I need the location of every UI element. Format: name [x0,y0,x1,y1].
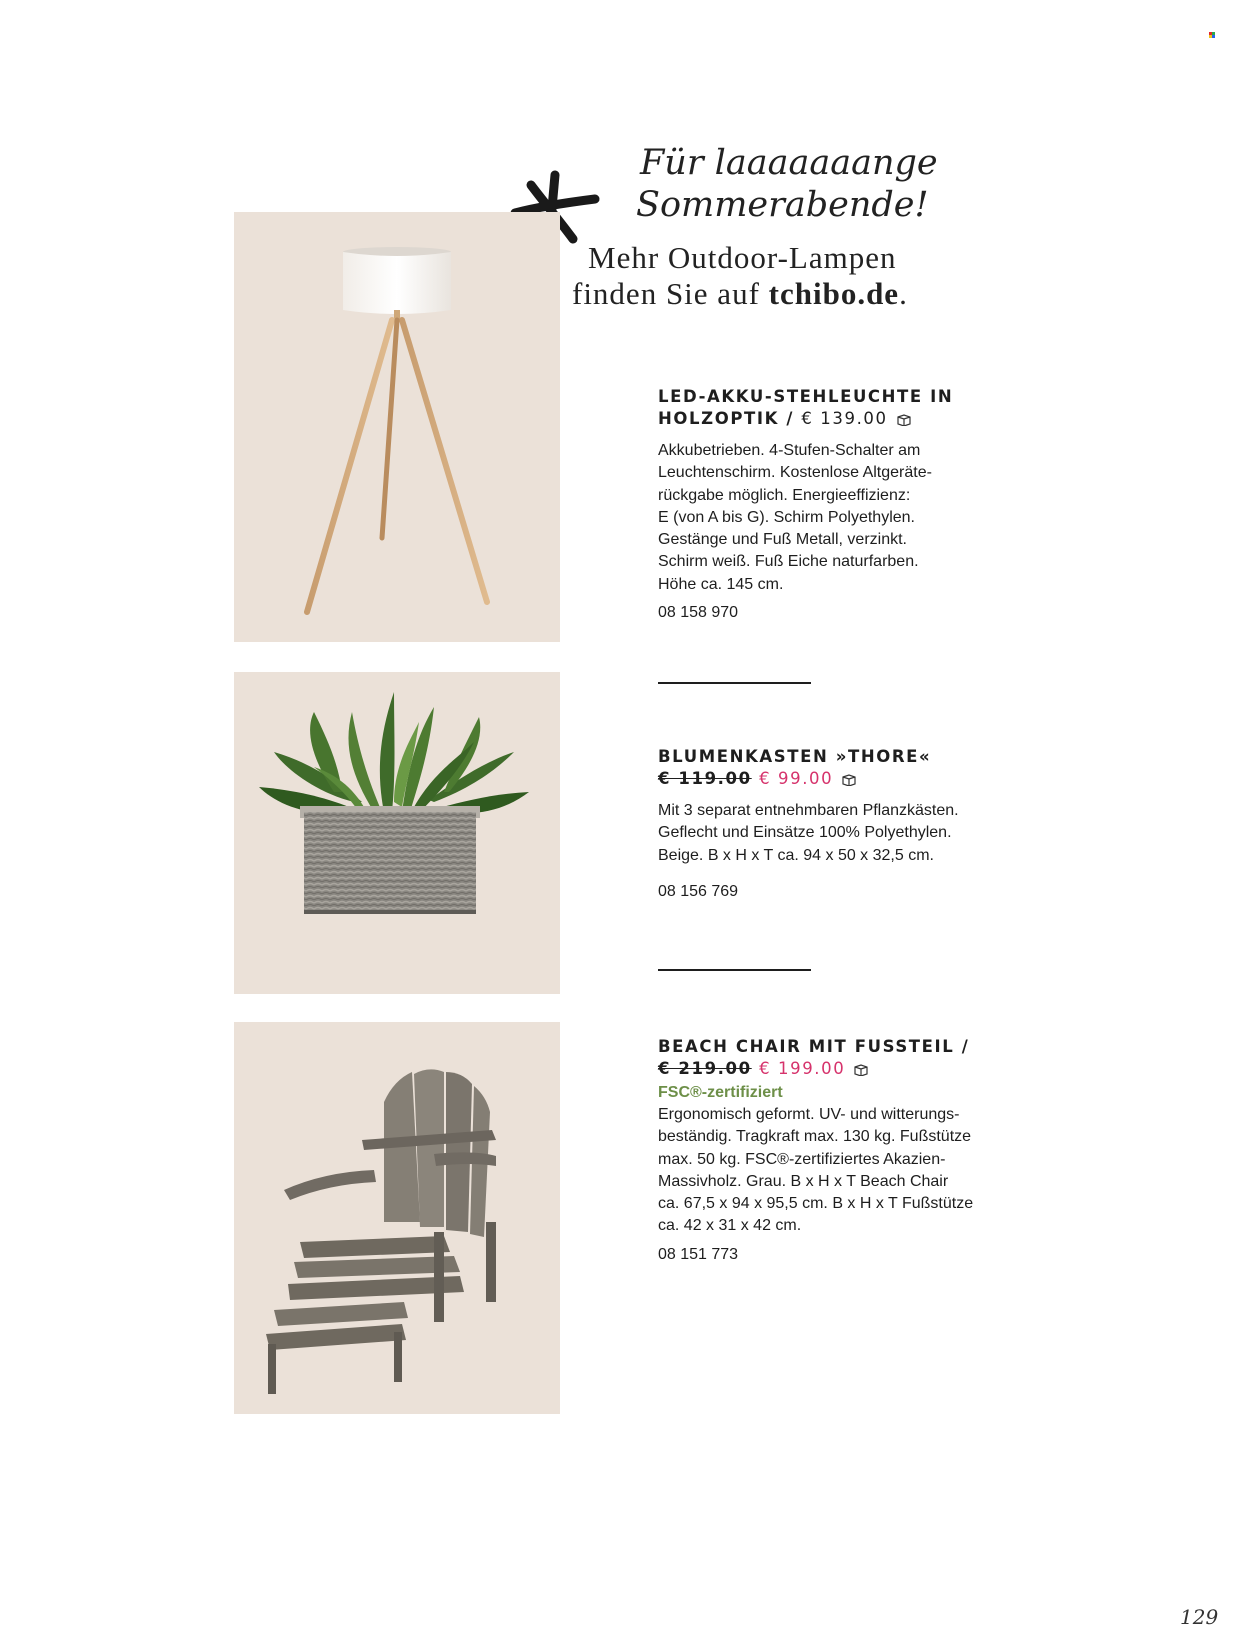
product-title [658,1036,998,1080]
article-number: 08 158 970 [658,604,739,622]
product-photo-floor-lamp [234,212,560,642]
package-icon [896,414,912,426]
package-icon [853,1064,869,1076]
promo-line-2-prefix: finden Sie auf [572,276,769,311]
headline-line-2: Sommerabende! [636,185,929,225]
product-beach-chair [658,1036,998,1264]
description-line: Mit 3 separat entnehmbaren Pflanzkästen. [658,802,959,819]
product-title-line-1: LED-AKKU-STEHLEUCHTE IN [658,387,954,406]
description-line: Geflecht und Einsätze 100% Polyethylen. [658,824,952,842]
product-price-line [658,768,998,790]
product-description [658,800,998,867]
planter-image [234,672,560,994]
product-floor-lamp [658,386,998,622]
description-line: ca. 42 x 31 x 42 cm. [658,1217,802,1235]
description-line: Massivholz. Grau. B x H x T Beach Chair [658,1172,949,1190]
description-line: max. 50 kg. FSC®-zertifiziertes Akazien- [658,1150,946,1168]
description-line: Höhe ca. 145 cm. [658,575,784,593]
description-line: Beige. B x H x T ca. 94 x 50 x 32,5 cm. [658,846,934,864]
sale-price: € 199.00 [759,1059,846,1078]
description-line: Ergonomisch geformt. UV- und witterungs- [658,1106,960,1123]
old-price: € 119.00 [658,769,752,788]
product-description [658,440,998,596]
product-title-line-1: BEACH CHAIR MIT FUSSTEIL / [658,1037,970,1056]
old-price: € 219.00 [658,1059,752,1078]
description-line: Akkubetrieben. 4-Stufen-Schalter am [658,442,921,459]
sale-price: € 99.00 [759,769,834,788]
product-photo-beach-chair [234,1022,560,1414]
promo-line-1: Mehr Outdoor-Lampen [588,240,897,275]
product-title-line-2 [658,408,998,430]
product-title [658,746,998,790]
product-description [658,1104,998,1238]
description-line: beständig. Tragkraft max. 130 kg. Fußstütze [658,1128,972,1146]
fsc-certification-label: FSC®-zertifiziert [658,1084,783,1101]
handwritten-headline [636,142,960,226]
product-title [658,386,998,430]
page-number: 129 [1180,1605,1219,1629]
product-planter [658,746,998,901]
promo-line-2 [572,276,952,312]
floor-lamp-image [234,212,560,642]
description-line: E (von A bis G). Schirm Polyethylen. [658,508,915,526]
description-line: Gestänge und Fuß Metall, verzinkt. [658,531,907,549]
product-title-line-1: BLUMENKASTEN »THORE« [658,747,932,766]
product-price: € 139.00 [801,409,888,428]
promo-suffix: . [899,276,908,311]
divider [658,682,811,684]
headline-line-1: Für laaaaaaange [640,143,938,183]
divider [658,969,811,971]
description-line: rückgabe möglich. Energieeffizienz: [658,486,911,504]
product-title-line-2-text: HOLZOPTIK / [658,409,802,428]
beach-chair-image [234,1022,560,1414]
description-line: Leuchtenschirm. Kostenlose Altgeräte- [658,464,932,482]
product-photo-planter [234,672,560,994]
description-line: ca. 67,5 x 94 x 95,5 cm. B x H x T Fußstütze [658,1195,974,1213]
product-price-line [658,1058,998,1080]
promo-brand-link[interactable]: tchibo.de [768,276,900,311]
package-icon [841,774,857,786]
article-number: 08 156 769 [658,882,739,900]
description-line: Schirm weiß. Fuß Eiche naturfarben. [658,553,919,571]
article-number: 08 151 773 [658,1245,739,1263]
promo-text [572,240,952,312]
color-mark-icon [1209,32,1219,40]
